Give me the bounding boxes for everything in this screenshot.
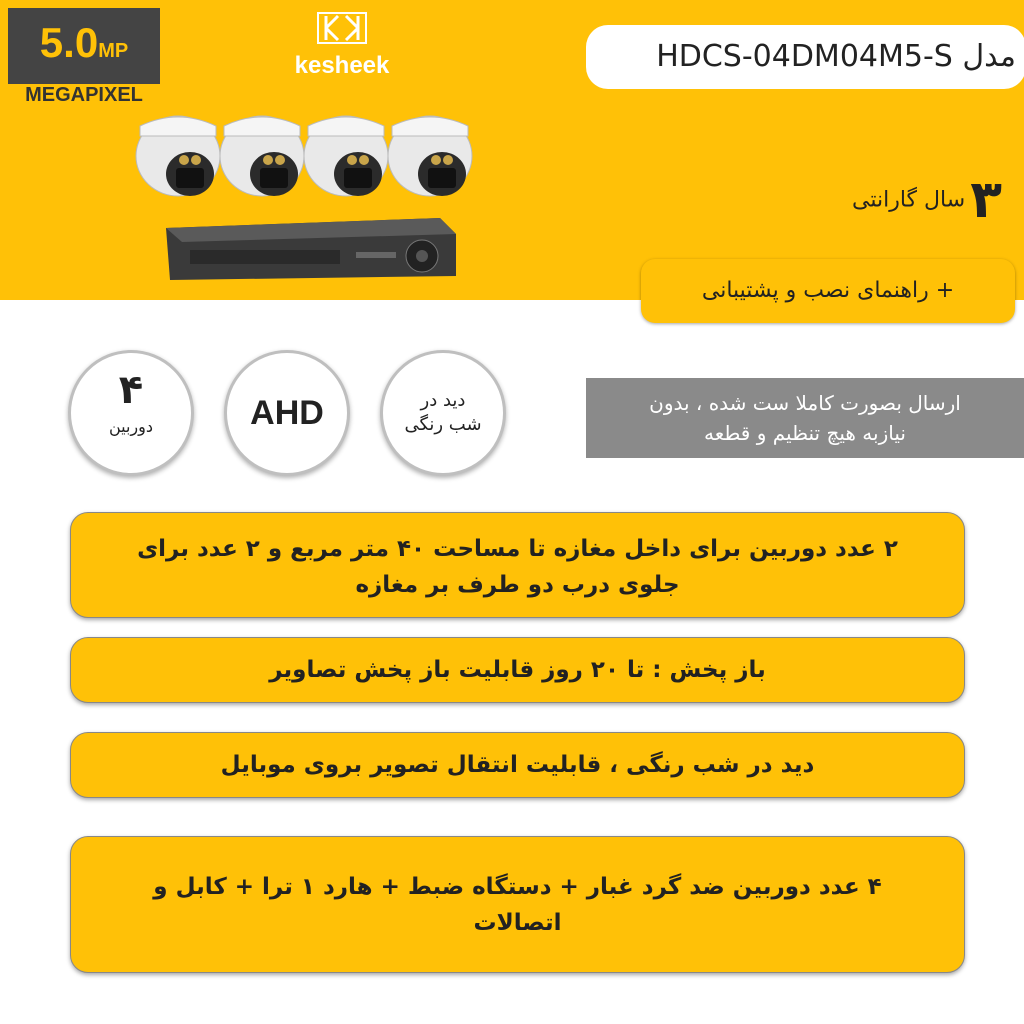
feature-card	[70, 836, 965, 973]
dome-camera-icon	[136, 116, 220, 196]
megapixel-label: MEGAPIXEL	[8, 84, 160, 106]
feature-card	[70, 637, 965, 703]
dvr-recorder-icon	[166, 218, 456, 280]
feature-text-line1: باز پخش : تا ۲۰ روز قابلیت باز پخش تصاویر	[269, 657, 766, 683]
feature-text-line2: جلوی درب دو طرف بر مغازه	[355, 572, 680, 598]
brand-logo	[282, 10, 402, 90]
ahd-circle: AHD	[224, 350, 350, 476]
kesheek-logo-icon	[314, 10, 370, 46]
shipping-note	[586, 378, 1024, 458]
feature-text-line1: ۴ عدد دوربین ضد گرد غبار + دستگاه ضبط + هارد ۱ ترا + کابل و	[153, 874, 882, 900]
shipping-note-line2: نیازبه هیچ تنظیم و قطعه	[704, 421, 906, 445]
feature-card	[70, 512, 965, 618]
brand-name: kesheek	[294, 52, 390, 79]
megapixel-badge	[8, 8, 160, 106]
camera-count-label: دوربین	[108, 417, 154, 436]
warranty-years: ۳	[970, 170, 1002, 230]
shipping-note-line1: ارسال بصورت کاملا ست شده ، بدون	[649, 391, 961, 415]
warranty-info	[852, 170, 1002, 230]
camera-count: ۴	[118, 367, 144, 413]
feature-text-line1: دید در شب رنگی ، قابلیت انتقال تصویر بروی موبایل	[220, 752, 815, 778]
night-vision-line1: دید در	[420, 390, 466, 411]
dome-camera-icon	[388, 116, 472, 196]
model-label: مدل HDCS-04DM04M5-S	[586, 25, 1024, 89]
feature-card	[70, 732, 965, 798]
product-photo	[130, 108, 490, 293]
warranty-text: سال گارانتی	[852, 187, 966, 213]
dome-camera-icon	[220, 116, 304, 196]
support-badge: + راهنمای نصب و پشتیبانی	[641, 259, 1015, 323]
night-vision-line2: شب رنگی	[404, 414, 482, 435]
dome-camera-icon	[304, 116, 388, 196]
megapixel-unit: MP	[98, 40, 129, 62]
feature-text-line1: ۲ عدد دوربین برای داخل مغازه تا مساحت ۴۰ متر مربع و ۲ عدد برای	[137, 536, 898, 562]
night-vision-circle	[380, 350, 506, 476]
camera-count-circle	[68, 350, 194, 476]
megapixel-value: 5.0	[39, 19, 99, 66]
feature-text-line2: اتصالات	[473, 910, 562, 936]
